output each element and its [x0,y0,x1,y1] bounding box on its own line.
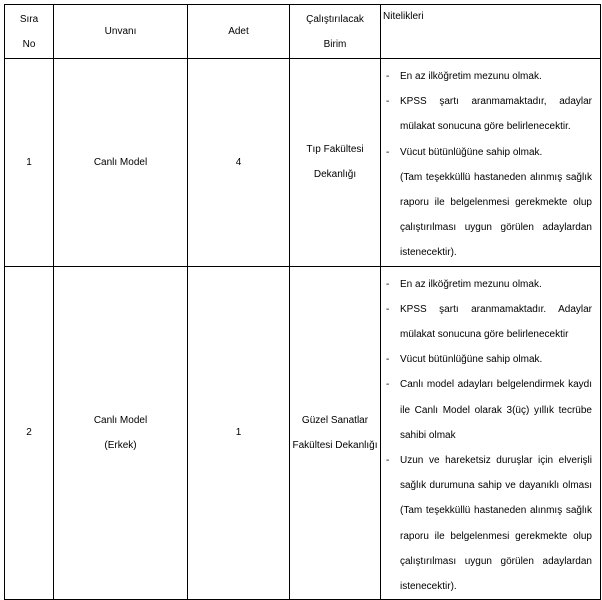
row2-qualifications [381,266,601,600]
qualification-text: KPSS şartı aranmamaktadır, adaylar mülakat sonucuna göre belirlenecektir. [400,96,592,133]
header-row [5,5,601,59]
row2-birim-line1: Güzel Sanatlar [301,414,369,426]
row2-no: 2 [5,266,54,600]
row1-no: 1 [5,59,54,267]
table-row-2 [5,266,601,600]
row1-birim-line2: Dekanlığı [313,169,357,181]
row1-unvan: Canlı Model [54,59,188,267]
header-adet: Adet [188,5,290,59]
qualification-item [386,89,592,139]
bullet-dash: - [386,71,390,82]
table-row-1 [5,59,601,267]
positions-table [4,4,601,600]
header-sira-line1: Sıra [19,13,39,25]
header-sira [5,5,54,59]
bullet-dash: - [386,146,390,158]
bullet-dash: - [386,354,390,366]
row1-qualifications [381,59,601,267]
bullet-dash: - [386,455,390,467]
header-birim [290,5,381,59]
qualification-item [386,297,592,347]
row1-birim [290,59,381,267]
bullet-dash: - [386,96,390,108]
qualification-item [386,272,592,297]
qualification-text: En az ilköğretim mezunu olmak. [400,278,542,290]
qualification-text: Uzun ve hareketsiz duruşlar için elverişli sağlık durumuna sahip ve dayanıklı olması (Tam teşekküllü hastaneden alınmış sağlık raporu ile belgelenmesi gerekmekte olup çalıştırılması uygun görülen adaylardan istenecektir). [400,455,592,593]
row2-adet: 1 [188,266,290,600]
qualification-item [386,372,592,448]
qualification-text: Canlı model adayları belgelendirmek kaydı ile Canlı Model olarak 3(üç) yıllık tecrübe sahibi olmak [400,379,592,441]
qualification-item [386,64,592,89]
row2-unvan-line2: (Erkek) [104,439,137,451]
row1-adet: 4 [188,59,290,267]
bullet-dash: - [386,379,390,391]
bullet-dash: - [386,303,390,315]
qualification-text: Vücut bütünlüğüne sahip olmak. [400,354,543,366]
row1-birim-line1: Tıp Fakültesi [306,144,364,156]
qualification-text: Vücut bütünlüğüne sahip olmak. [400,146,543,158]
row2-birim [290,266,381,600]
qualification-text: KPSS şartı aranmamaktadır. Adaylar mülakat sonucuna göre belirlenecektir [400,303,592,341]
row2-birim-line2: Fakültesi Dekanlığı [292,439,378,451]
bullet-dash: - [386,278,390,290]
row2-unvan-line1: Canlı Model [93,414,148,426]
qualification-item [386,347,592,372]
header-birim-line2: Birim [323,38,347,50]
row2-unvan [54,266,188,600]
header-sira-line2: No [22,38,36,50]
qualification-item [386,140,592,165]
qualification-item [386,448,592,599]
header-unvan: Unvanı [54,5,188,59]
qualification-note: (Tam teşekküllü hastaneden alınmış sağlık raporu ile belgelenmesi gerekmekte olup çalıştırılması uygun görülen adaylardan istenecektir). [400,171,592,259]
qualification-text: En az ilköğretim mezunu olmak. [400,71,542,82]
header-nitelik: Nitelikleri [381,5,601,59]
header-birim-line1: Çalıştırılacak [306,13,364,25]
